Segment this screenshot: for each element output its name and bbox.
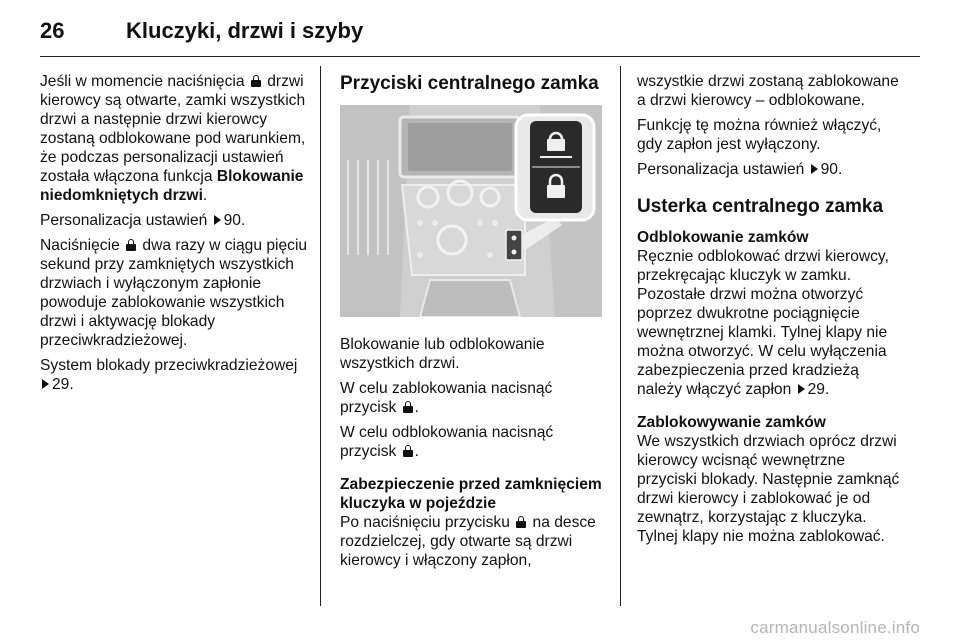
lock-icon xyxy=(403,401,413,413)
text-fragment: na desce rozdzielczej, gdy otwarte są drzwi kierowcy i włączony zapłon, xyxy=(340,514,596,569)
text-fragment: W celu zablokowania nacisnąć przycisk xyxy=(340,380,553,416)
paragraph-to-unlock xyxy=(340,423,606,461)
section-heading-central-lock-fault: Usterka centralnego zamka xyxy=(637,196,884,217)
function-name: Blokowanie niedomkniętych drzwi xyxy=(40,168,304,204)
unlock-icon xyxy=(403,445,413,457)
paragraph-unlocking xyxy=(637,247,907,399)
paragraph-to-lock xyxy=(340,379,606,417)
page-reference[interactable]: 90. xyxy=(223,212,246,229)
paragraph-locking: We wszystkich drzwiach oprócz drzwi kierowcy wcisnąć wewnętrzne przyciski blokady. Następnie zamknąć drzwi kierowcy i zablokować je od zewnątrz, korzystając z kluczyka. Tylnej klapy nie można zablokować. xyxy=(637,433,900,545)
text-fragment: Naciśnięcie xyxy=(40,237,125,254)
text-fragment: Personalizacja ustawień xyxy=(40,212,212,229)
text-fragment: . xyxy=(414,443,419,460)
page-header xyxy=(40,14,920,50)
watermark: carmanualsonline.info xyxy=(750,618,920,637)
page-reference-arrow-icon xyxy=(42,379,49,389)
paragraph-antitheft-ref xyxy=(40,356,308,394)
page-reference-arrow-icon xyxy=(811,164,818,174)
text-fragment: . xyxy=(414,399,419,416)
subheading-locking: Zablokowywanie zamków xyxy=(637,414,826,431)
text-fragment: Po naciśnięciu przycisku xyxy=(340,514,515,531)
paragraph-personalization-ref xyxy=(637,160,907,179)
page-reference[interactable]: 90. xyxy=(820,161,843,178)
lock-icon xyxy=(126,239,136,251)
subheading-unlocking: Odblokowanie zamków xyxy=(637,229,809,246)
text-fragment: . xyxy=(202,187,208,204)
text-fragment: Ręcznie odblokować drzwi kierowcy, przekręcając kluczyk w zamku. Pozostałe drzwi można otworzyć poprzez dwukrotne pociągnięcie wewnętrznej klamki. Tylnej klapy nie można otworzyć. W celu wyłączenia zabezpieczenia przed kradzieżą należy włączyć zapłon xyxy=(637,248,889,398)
paragraph-personalization-ref xyxy=(40,211,308,230)
text-fragment: drzwi kierowcy są otwarte, zamki wszystkich drzwi a następnie drzwi kierowcy zostaną odblokowane pod warunkiem, że podczas personalizacji ustawień została włączona funkcja xyxy=(40,73,306,185)
subheading-key-lockout-protection: Zabezpieczenie przed zamknięciem kluczyka w pojeździe xyxy=(340,476,602,512)
column-divider-2 xyxy=(620,66,621,606)
header-divider xyxy=(40,56,920,57)
lock-icon xyxy=(251,75,261,87)
text-fragment: System blokady przeciwkradzieżowej xyxy=(40,357,298,374)
column-divider-1 xyxy=(320,66,321,606)
page-reference[interactable]: 29. xyxy=(807,381,830,398)
lock-icon xyxy=(516,516,526,528)
paragraph-lock-open-doors xyxy=(40,72,308,205)
text-fragment: Jeśli w momencie naciśnięcia xyxy=(40,73,249,90)
column-middle xyxy=(340,72,606,576)
column-right xyxy=(637,72,907,552)
paragraph-key-lockout xyxy=(340,513,606,570)
paragraph-double-press xyxy=(40,236,308,350)
page-reference[interactable]: 29. xyxy=(52,376,74,393)
paragraph-ignition-off: Funkcję tę można również włączyć, gdy zapłon jest wyłączony. xyxy=(637,117,882,153)
dashboard-lock-buttons-illustration xyxy=(340,105,602,317)
page-reference-arrow-icon xyxy=(798,384,805,394)
paragraph-continued: wszystkie drzwi zostaną zablokowane a drzwi kierowcy – odblokowane. xyxy=(637,73,899,109)
text-fragment: dwa razy w ciągu pięciu sekund przy zamkniętych wszystkich drzwiach i wyłączonym zapłonie powoduje zablokowanie wszystkich drzwi i aktywację blokady przeciwkradzieżowej. xyxy=(40,237,308,349)
page-reference-arrow-icon xyxy=(214,215,221,225)
page-title: Kluczyki, drzwi i szyby xyxy=(126,18,364,43)
text-fragment: Personalizacja ustawień xyxy=(637,161,809,178)
paragraph-lock-unlock-all: Blokowanie lub odblokowanie wszystkich drzwi. xyxy=(340,336,545,372)
text-fragment: W celu odblokowania nacisnąć przycisk xyxy=(340,424,554,460)
page-number: 26 xyxy=(40,18,65,43)
section-heading-central-lock-buttons: Przyciski centralnego zamka xyxy=(340,73,599,94)
column-left xyxy=(40,72,308,400)
